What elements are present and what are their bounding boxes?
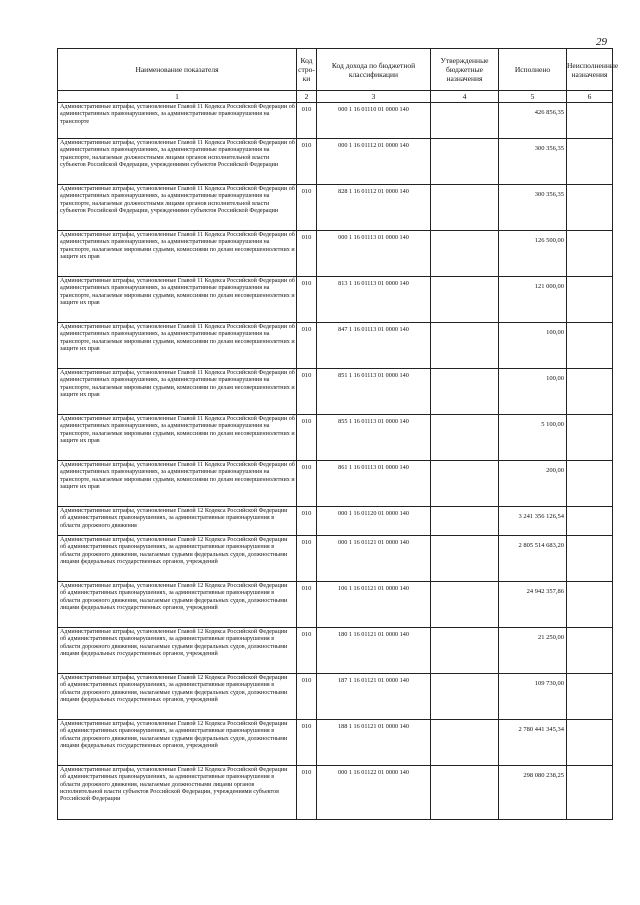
row-executed: 200,00 bbox=[499, 461, 567, 507]
row-unexecuted bbox=[567, 139, 613, 185]
row-line-code: 010 bbox=[297, 582, 317, 628]
row-executed: 121 000,00 bbox=[499, 277, 567, 323]
row-line-code: 010 bbox=[297, 536, 317, 582]
column-number: 1 bbox=[58, 91, 297, 103]
table-row bbox=[58, 415, 613, 461]
row-name: Административные штрафы, установленные Главой 11 Кодекса Российской Федерации об административных правонарушениях, за административные правонарушения на транспорте, налагаемые мировыми судьями, комиссиями по делам несовершеннолетних и защите их прав bbox=[58, 323, 297, 369]
row-executed: 100,00 bbox=[499, 323, 567, 369]
table-row bbox=[58, 674, 613, 720]
header-unexecuted: Неисполненные назначения bbox=[567, 49, 613, 91]
row-line-code: 010 bbox=[297, 277, 317, 323]
header-name: Наименование показателя bbox=[58, 49, 297, 91]
row-approved bbox=[431, 536, 499, 582]
row-executed: 126 500,00 bbox=[499, 231, 567, 277]
row-income-code: 106 1 16 01121 01 0000 140 bbox=[317, 582, 431, 628]
row-approved bbox=[431, 231, 499, 277]
row-income-code: 180 1 16 01121 01 0000 140 bbox=[317, 628, 431, 674]
row-line-code: 010 bbox=[297, 185, 317, 231]
row-unexecuted bbox=[567, 674, 613, 720]
page-number: 29 bbox=[596, 36, 607, 48]
row-unexecuted bbox=[567, 628, 613, 674]
table-row bbox=[58, 461, 613, 507]
row-unexecuted bbox=[567, 185, 613, 231]
row-approved bbox=[431, 582, 499, 628]
table-row bbox=[58, 369, 613, 415]
row-approved bbox=[431, 277, 499, 323]
row-income-code: 855 1 16 01113 01 0000 140 bbox=[317, 415, 431, 461]
row-approved bbox=[431, 720, 499, 766]
row-name: Административные штрафы, установленные Главой 12 Кодекса Российской Федерации об административных правонарушениях, за административные правонарушения в области дорожного движения, налагаемые судьями федеральных судов, должностными лицами федеральных государственных органов, учреждений bbox=[58, 582, 297, 628]
row-unexecuted bbox=[567, 415, 613, 461]
table-row bbox=[58, 536, 613, 582]
column-number: 4 bbox=[431, 91, 499, 103]
row-name: Административные штрафы, установленные Главой 12 Кодекса Российской Федерации об административных правонарушениях, за административные правонарушения в области дорожного движения, налагаемые судьями федеральных судов, должностными лицами федеральных государственных органов, учреждений bbox=[58, 628, 297, 674]
header-line-code: Код стро-ки bbox=[297, 49, 317, 91]
row-line-code: 010 bbox=[297, 674, 317, 720]
column-number-row bbox=[58, 91, 613, 103]
row-income-code: 000 1 16 01113 01 0000 140 bbox=[317, 231, 431, 277]
table-row bbox=[58, 277, 613, 323]
row-income-code: 000 1 16 01122 01 0000 140 bbox=[317, 766, 431, 820]
row-executed: 300 356,35 bbox=[499, 185, 567, 231]
row-executed: 24 942 357,86 bbox=[499, 582, 567, 628]
row-income-code: 861 1 16 01113 01 0000 140 bbox=[317, 461, 431, 507]
column-number: 5 bbox=[499, 91, 567, 103]
row-unexecuted bbox=[567, 231, 613, 277]
table-row bbox=[58, 720, 613, 766]
row-name: Административные штрафы, установленные Главой 12 Кодекса Российской Федерации об административных правонарушениях, за административные правонарушения в области дорожного движения, налагаемые судьями федеральных судов, должностными лицами федеральных государственных органов, учреждений bbox=[58, 720, 297, 766]
row-unexecuted bbox=[567, 766, 613, 820]
row-name: Административные штрафы, установленные Главой 11 Кодекса Российской Федерации об административных правонарушениях, за административные правонарушения на транспорте bbox=[58, 103, 297, 139]
row-executed: 100,00 bbox=[499, 369, 567, 415]
row-line-code: 010 bbox=[297, 461, 317, 507]
row-line-code: 010 bbox=[297, 231, 317, 277]
column-number: 2 bbox=[297, 91, 317, 103]
row-approved bbox=[431, 139, 499, 185]
header-approved: Утвержденные бюджетные назначения bbox=[431, 49, 499, 91]
row-name: Административные штрафы, установленные Главой 12 Кодекса Российской Федерации об административных правонарушениях, за административные правонарушения в области дорожного движения, налагаемые судьями федеральных судов, должностными лицами федеральных государственных органов, учреждений bbox=[58, 536, 297, 582]
row-executed: 5 100,00 bbox=[499, 415, 567, 461]
row-unexecuted bbox=[567, 323, 613, 369]
row-income-code: 828 1 16 01112 01 0000 140 bbox=[317, 185, 431, 231]
row-income-code: 188 1 16 01121 01 0000 140 bbox=[317, 720, 431, 766]
row-income-code: 851 1 16 01113 01 0000 140 bbox=[317, 369, 431, 415]
row-line-code: 010 bbox=[297, 103, 317, 139]
row-name: Административные штрафы, установленные Главой 12 Кодекса Российской Федерации об административных правонарушениях, за административные правонарушения в области дорожного движения, налагаемые должностными лицами органов исполнительной власти субъектов Российской Федерации, учреждениями субъектов Российской Федерации bbox=[58, 766, 297, 820]
row-income-code: 000 1 16 01120 01 0000 140 bbox=[317, 507, 431, 536]
row-name: Административные штрафы, установленные Главой 11 Кодекса Российской Федерации об административных правонарушениях, за административные правонарушения на транспорте, налагаемые мировыми судьями, комиссиями по делам несовершеннолетних и защите их прав bbox=[58, 415, 297, 461]
row-name: Административные штрафы, установленные Главой 12 Кодекса Российской Федерации об административных правонарушениях, за административные правонарушения в области дорожного движения, налагаемые судьями федеральных судов, должностными лицами федеральных государственных органов, учреждений bbox=[58, 674, 297, 720]
row-approved bbox=[431, 507, 499, 536]
header-row bbox=[58, 49, 613, 91]
header-executed: Исполнено bbox=[499, 49, 567, 91]
table-row bbox=[58, 507, 613, 536]
table-row bbox=[58, 766, 613, 820]
table-row bbox=[58, 231, 613, 277]
row-line-code: 010 bbox=[297, 323, 317, 369]
row-unexecuted bbox=[567, 507, 613, 536]
row-name: Административные штрафы, установленные Главой 11 Кодекса Российской Федерации об административных правонарушениях, за административные правонарушения на транспорте, налагаемые мировыми судьями, комиссиями по делам несовершеннолетних и защите их прав bbox=[58, 277, 297, 323]
table-row bbox=[58, 185, 613, 231]
row-name: Административные штрафы, установленные Главой 11 Кодекса Российской Федерации об административных правонарушениях, за административные правонарушения на транспорте, налагаемые мировыми судьями, комиссиями по делам несовершеннолетних и защите их прав bbox=[58, 369, 297, 415]
row-line-code: 010 bbox=[297, 507, 317, 536]
table-row bbox=[58, 139, 613, 185]
row-approved bbox=[431, 674, 499, 720]
row-approved bbox=[431, 415, 499, 461]
row-approved bbox=[431, 628, 499, 674]
row-executed: 2 805 514 683,20 bbox=[499, 536, 567, 582]
row-unexecuted bbox=[567, 536, 613, 582]
table-row bbox=[58, 323, 613, 369]
row-unexecuted bbox=[567, 720, 613, 766]
row-unexecuted bbox=[567, 103, 613, 139]
row-approved bbox=[431, 323, 499, 369]
row-line-code: 010 bbox=[297, 415, 317, 461]
row-income-code: 847 1 16 01113 01 0000 140 bbox=[317, 323, 431, 369]
row-name: Административные штрафы, установленные Главой 11 Кодекса Российской Федерации об административных правонарушениях, за административные правонарушения на транспорте, налагаемые должностными лицами органов исполнительной власти субъектов Российской Федерации, учреждениями субъектов Российской Федерации bbox=[58, 185, 297, 231]
row-executed: 3 241 356 126,54 bbox=[499, 507, 567, 536]
row-unexecuted bbox=[567, 277, 613, 323]
row-line-code: 010 bbox=[297, 139, 317, 185]
header-income-code: Код дохода по бюджетной классификации bbox=[317, 49, 431, 91]
table-row bbox=[58, 582, 613, 628]
column-number: 6 bbox=[567, 91, 613, 103]
row-executed: 298 080 238,25 bbox=[499, 766, 567, 820]
table-body bbox=[58, 103, 613, 820]
row-unexecuted bbox=[567, 461, 613, 507]
row-approved bbox=[431, 103, 499, 139]
row-executed: 300 356,35 bbox=[499, 139, 567, 185]
row-executed: 109 730,00 bbox=[499, 674, 567, 720]
budget-income-table bbox=[57, 48, 619, 820]
row-income-code: 000 1 16 01112 01 0000 140 bbox=[317, 139, 431, 185]
row-line-code: 010 bbox=[297, 369, 317, 415]
row-executed: 2 780 441 345,34 bbox=[499, 720, 567, 766]
row-income-code: 000 1 16 01121 01 0000 140 bbox=[317, 536, 431, 582]
row-income-code: 000 1 16 01110 01 0000 140 bbox=[317, 103, 431, 139]
row-income-code: 813 1 16 01113 01 0000 140 bbox=[317, 277, 431, 323]
row-approved bbox=[431, 185, 499, 231]
row-income-code: 187 1 16 01121 01 0000 140 bbox=[317, 674, 431, 720]
row-line-code: 010 bbox=[297, 628, 317, 674]
row-name: Административные штрафы, установленные Главой 12 Кодекса Российской Федерации об административных правонарушениях, за административные правонарушения в области дорожного движения bbox=[58, 507, 297, 536]
row-approved bbox=[431, 766, 499, 820]
row-name: Административные штрафы, установленные Главой 11 Кодекса Российской Федерации об административных правонарушениях, за административные правонарушения на транспорте, налагаемые мировыми судьями, комиссиями по делам несовершеннолетних и защите их прав bbox=[58, 461, 297, 507]
row-name: Административные штрафы, установленные Главой 11 Кодекса Российской Федерации об административных правонарушениях, за административные правонарушения на транспорте, налагаемые должностными лицами органов исполнительной власти субъектов Российской Федерации, учреждениями субъектов Российской Федерации bbox=[58, 139, 297, 185]
table-row bbox=[58, 628, 613, 674]
row-line-code: 010 bbox=[297, 720, 317, 766]
table-row bbox=[58, 103, 613, 139]
column-number: 3 bbox=[317, 91, 431, 103]
row-executed: 426 856,35 bbox=[499, 103, 567, 139]
row-unexecuted bbox=[567, 369, 613, 415]
row-executed: 21 250,00 bbox=[499, 628, 567, 674]
row-name: Административные штрафы, установленные Главой 11 Кодекса Российской Федерации об административных правонарушениях, за административные правонарушения на транспорте, налагаемые мировыми судьями, комиссиями по делам несовершеннолетних и защите их прав bbox=[58, 231, 297, 277]
row-unexecuted bbox=[567, 582, 613, 628]
row-line-code: 010 bbox=[297, 766, 317, 820]
row-approved bbox=[431, 461, 499, 507]
row-approved bbox=[431, 369, 499, 415]
